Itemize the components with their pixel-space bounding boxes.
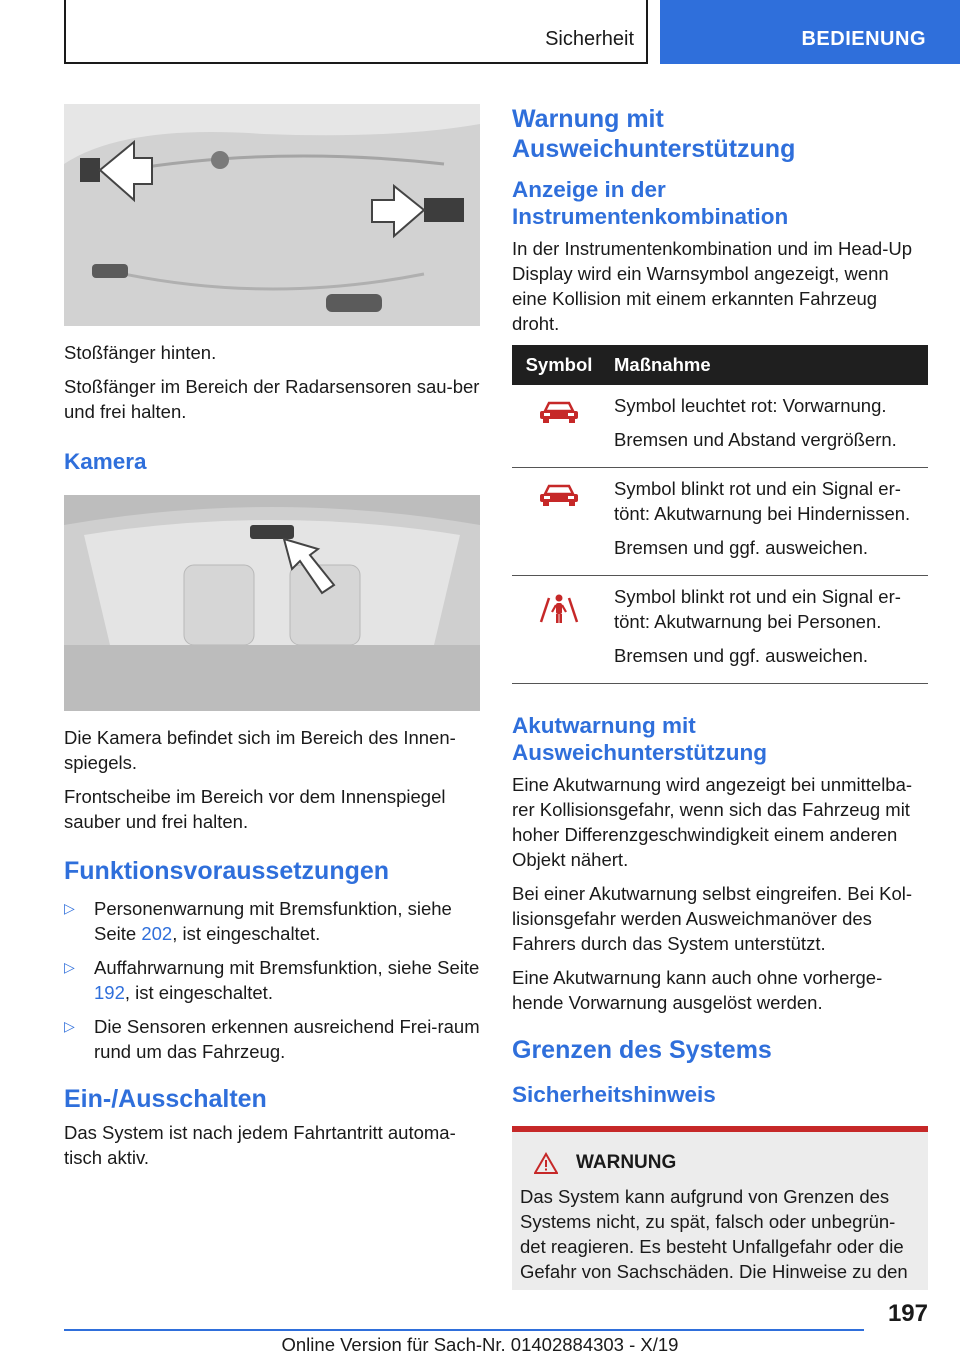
car-warning-icon [537, 482, 581, 508]
car-warning-icon [537, 399, 581, 425]
paragraph: Frontscheibe im Bereich vor dem Innenspiegel sauber und frei halten. [64, 786, 446, 832]
warning-label: WARNUNG [576, 1152, 677, 1173]
camera-illustration [64, 495, 480, 711]
list-item: ▷ Personenwarnung mit Bremsfunktion, siehe Seite 202, ist eingeschaltet. [64, 898, 452, 944]
table-header-action: Maßnahme [606, 345, 928, 385]
footer-divider [64, 1329, 864, 1331]
rear-bumper-illustration [64, 104, 480, 326]
left-column [64, 104, 480, 1179]
table-row: Symbol leuchtet rot: Vorwarnung. Bremsen und Abstand vergrößern. [512, 385, 928, 468]
bullet-marker: ▷ [64, 1018, 75, 1034]
section-tab [64, 0, 648, 64]
bullet-marker: ▷ [64, 900, 75, 916]
table-header-symbol: Symbol [512, 345, 606, 385]
main-heading: Warnung mit Ausweichunterstützung [512, 105, 796, 163]
subheading: Anzeige in der Instrumentenkombination [512, 177, 789, 229]
paragraph: Bei einer Akutwarnung selbst eingreifen. Bei Kol-lisionsgefahr werden Ausweichmanöver des Fahrers durch das System unterstützt. [512, 883, 913, 954]
paragraph: Das System ist nach jedem Fahrtantritt automa-tisch aktiv. [64, 1122, 456, 1168]
figure-caption: Stoßfänger hinten. [64, 342, 217, 363]
camera-figure [64, 495, 480, 711]
warning-text: Das System kann aufgrund von Grenzen des Systems nicht, zu spät, falsch oder unbegrün-det reagieren. Es besteht Unfallgefahr oder die Gefahr von Sachschäden. Die Hinweise zu den [520, 1186, 908, 1282]
limits-heading: Grenzen des Systems [512, 1036, 772, 1064]
pedestrian-warning-icon [537, 590, 581, 626]
paragraph: Stoßfänger im Bereich der Radarsensoren sau-ber und frei halten. [64, 376, 480, 422]
table-row: Symbol blinkt rot und ein Signal er-tönt: Akutwarnung bei Hindernissen. Bremsen und ggf. ausweichen. [512, 468, 928, 576]
page-link-202[interactable]: 202 [141, 923, 173, 944]
section-title: Sicherheit [545, 28, 634, 50]
kamera-heading: Kamera [64, 449, 147, 474]
footer-text: Online Version für Sach-Nr. 01402884303 - X/19 [281, 1334, 679, 1355]
func-heading: Funktionsvoraussetzungen [64, 857, 390, 885]
warning-triangle-icon [534, 1152, 558, 1174]
right-column [512, 104, 928, 1290]
symbol-table [512, 345, 928, 684]
chapter-tab [660, 0, 960, 64]
page-header [0, 0, 960, 66]
page-number: 197 [887, 1300, 928, 1327]
paragraph: Eine Akutwarnung kann auch ohne vorherge-hende Vorwarnung ausgelöst werden. [512, 967, 883, 1013]
page-link-192[interactable]: 192 [94, 982, 125, 1003]
requirements-list [64, 896, 480, 1064]
bullet-marker: ▷ [64, 959, 75, 975]
rear-bumper-figure [64, 104, 480, 326]
table-row: Symbol blinkt rot und ein Signal er-tönt: Akutwarnung bei Personen. Bremsen und ggf. ausweichen. [512, 576, 928, 684]
paragraph: Die Kamera befindet sich im Bereich des Innen-spiegels. [64, 727, 456, 773]
list-item: ▷ Die Sensoren erkennen ausreichend Frei-raum rund um das Fahrzeug. [64, 1016, 480, 1062]
list-item: ▷ Auffahrwarnung mit Bremsfunktion, siehe Seite 192, ist eingeschaltet. [64, 957, 480, 1003]
chapter-title: BEDIENUNG [801, 28, 926, 50]
subheading: Akutwarnung mit Ausweichunterstützung [512, 713, 768, 765]
onoff-heading: Ein-/Ausschalten [64, 1085, 267, 1113]
paragraph: Eine Akutwarnung wird angezeigt bei unmittelba-rer Kollisionsgefahr, wenn sich das Fahrzeug mit hoher Differenzgeschwindigkeit einem anderen Objekt nähert. [512, 774, 913, 870]
warning-box [512, 1126, 928, 1290]
paragraph: In der Instrumentenkombination und im Head-Up Display wird ein Warnsymbol angezeigt, wenn eine Kollision mit einem erkannten Fahrzeug droht. [512, 238, 913, 334]
safety-heading: Sicherheitshinweis [512, 1082, 716, 1107]
